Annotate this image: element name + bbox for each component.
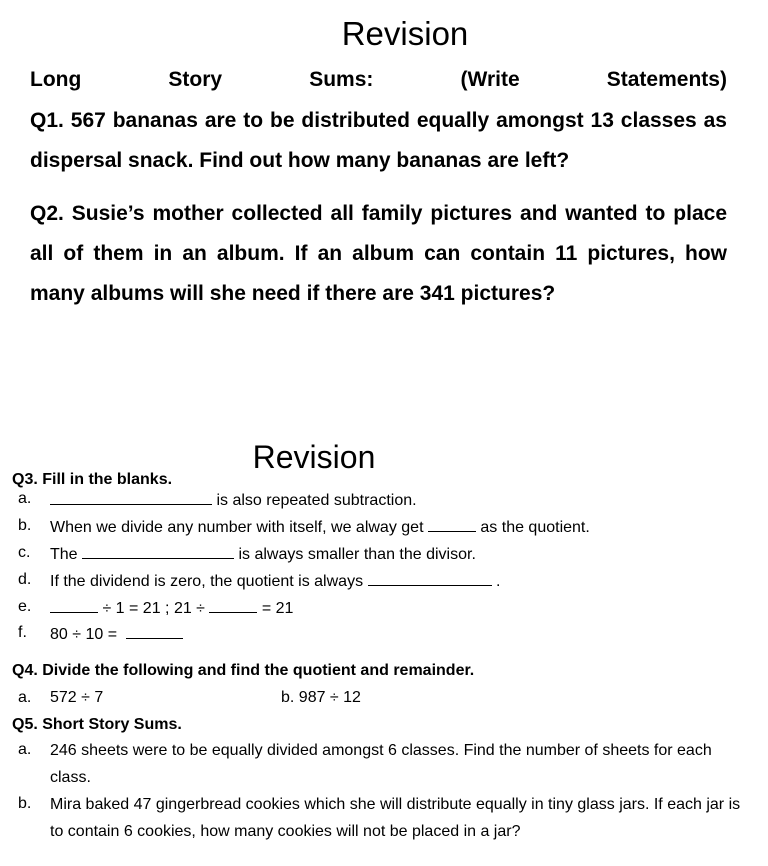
- fill-blank-item-a: [0, 489, 768, 509]
- item-label: f.: [18, 624, 27, 641]
- item-text-after: .: [491, 573, 501, 590]
- item-label: a.: [18, 490, 32, 507]
- answer-blank[interactable]: [368, 570, 492, 586]
- division-item-a: 572 ÷ 7: [50, 689, 104, 706]
- question-3-heading: Q3. Fill in the blanks.: [12, 471, 173, 488]
- item-label: a.: [18, 689, 32, 706]
- answer-blank[interactable]: [126, 623, 183, 639]
- item-text-before: The: [50, 546, 83, 563]
- answer-blank[interactable]: [428, 516, 476, 532]
- subhead-word-1: Long: [30, 68, 82, 91]
- item-text-after: = 21: [257, 600, 294, 617]
- subhead-word-5: Statements): [606, 68, 727, 91]
- page-title-top: Revision: [341, 15, 469, 52]
- fill-blank-item-d: [0, 570, 768, 590]
- item-text-after: as the quotient.: [475, 519, 590, 536]
- story-sum-text: Mira baked 47 gingerbread cookies which she will distribute equally in tiny glass jars. If each jar is to contain 6 cookies, how many cookies will not be placed in a jar?: [50, 796, 741, 840]
- question-5-heading: Q5. Short Story Sums.: [12, 716, 182, 733]
- fill-blank-item-c: [0, 543, 768, 563]
- item-text-after: is also repeated subtraction.: [212, 492, 417, 509]
- fill-blank-item-b: [0, 516, 768, 536]
- question-1: Q1. 567 bananas are to be distributed equally amongst 13 classes as dispersal snack. Find out how many bananas are left?: [30, 109, 727, 172]
- item-label: e.: [18, 598, 32, 615]
- item-text-before: When we divide any number with itself, we alway get: [50, 519, 428, 536]
- answer-blank[interactable]: [50, 489, 212, 505]
- fill-blank-item-f: [0, 623, 768, 643]
- question-2: Q2. Susie’s mother collected all family pictures and wanted to place all of them in an album. If an album can contain 11 pictures, how many albums will she need if there are 341 pictures?: [30, 202, 727, 305]
- fill-blank-item-e: [0, 597, 768, 617]
- item-text-after: is always smaller than the divisor.: [234, 546, 476, 563]
- subhead-word-2: Story: [168, 68, 223, 91]
- item-label: d.: [18, 571, 32, 588]
- division-item-b: b. 987 ÷ 12: [281, 689, 361, 706]
- item-text-before: 80 ÷ 10 =: [50, 626, 126, 643]
- item-text-before: If the dividend is zero, the quotient is always: [50, 573, 368, 590]
- item-label: c.: [18, 544, 31, 561]
- story-sum-item-b: [0, 791, 768, 845]
- division-item-row: [0, 688, 768, 708]
- page-title-bottom: Revision: [252, 439, 376, 475]
- subhead-word-4: (Write: [460, 68, 520, 91]
- story-sum-text: 246 sheets were to be equally divided amongst 6 classes. Find the number of sheets for each class.: [50, 742, 712, 786]
- story-sum-item-a: [0, 737, 768, 791]
- item-label: b.: [18, 517, 32, 534]
- item-label: b.: [18, 795, 32, 812]
- section-subheading: [30, 66, 727, 94]
- answer-blank[interactable]: [82, 543, 234, 559]
- answer-blank[interactable]: [209, 597, 257, 613]
- subhead-word-3: Sums:: [309, 68, 374, 91]
- item-text-middle: ÷ 1 = 21 ; 21 ÷: [98, 600, 210, 617]
- answer-blank[interactable]: [50, 597, 98, 613]
- question-4-heading: Q4. Divide the following and find the quotient and remainder.: [12, 662, 475, 679]
- item-label: a.: [18, 741, 32, 758]
